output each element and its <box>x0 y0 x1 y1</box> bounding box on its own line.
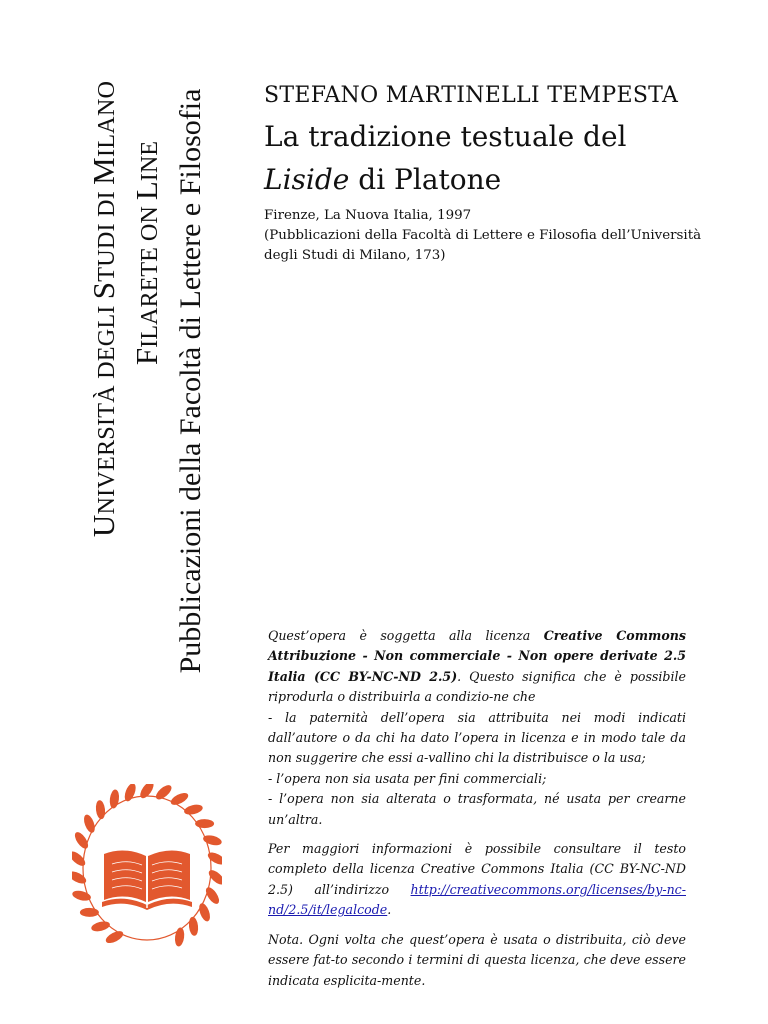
open-book-laurel-wreath-logo <box>72 784 222 950</box>
publications-series-title: Pubblicazioni della Facoltà di Lettere e Filosofia <box>174 88 207 674</box>
laurel-leaf <box>170 791 190 806</box>
license-legalcode-link[interactable]: http://creativecommons.org/licenses/by-nc-nd/2.5/it/legalcode <box>268 881 686 918</box>
pub-line-3: degli Studi di Milano, 173) <box>264 248 446 263</box>
license-item-attribution: - la paternità dell’opera sia attribuita nei modi indicati dall’autore o da chi ha dato l’opera in licenza e in modo tale da non suggerire che essi a-vallino chi la distribuisce o la usa; <box>268 709 686 766</box>
laurel-leaf <box>80 908 98 916</box>
license-item-noncommercial: - l’opera non sia usata per fini commerciali; <box>268 770 547 786</box>
license-item-noderivs: - l’opera non sia alterata o trasformata, né usata per crearne un’altra. <box>268 791 686 827</box>
license-intro: Quest’opera è soggetta alla licenza Creative Commons Attribuzione - Non commerciale - Non opere derivate 2.5 Italia (CC BY-NC-ND 2.5). Questo significa che è possibile riprodurla o distribuirla a condizio-ne che <box>268 628 686 705</box>
laurel-leaf <box>72 870 87 886</box>
license-more-info: Per maggiori informazioni è possibile consultare il testo completo della licenza Creative Commons Italia (CC BY-NC-ND 2.5) all’indirizzo http://creativecommons.org/licenses/by-nc-nd/2.5/it/legalcode. <box>268 841 686 918</box>
book-title-rest: di Platone <box>349 163 502 196</box>
book-title-italic: Liside <box>264 163 350 196</box>
pub-line-2: (Pubblicazioni della Facoltà di Lettere e Filosofia dell’Università <box>264 228 702 243</box>
laurel-leaf <box>91 920 110 932</box>
book-title-line1: La tradizione testuale del <box>264 120 627 153</box>
university-name: UNIVERSITÀ DEGLI STUDI DI MILANO <box>86 80 121 538</box>
laurel-leaf <box>83 814 97 834</box>
laurel-leaf <box>196 820 214 828</box>
author-name: STEFANO MARTINELLI TEMPESTA <box>264 83 679 108</box>
pub-line-1: Firenze, La Nuova Italia, 1997 <box>264 208 472 223</box>
laurel-leaf <box>203 834 222 846</box>
laurel-leaf <box>188 917 198 936</box>
laurel-leaf <box>138 784 155 800</box>
laurel-leaf <box>72 890 91 902</box>
publication-info <box>264 206 702 266</box>
license-notice <box>268 626 686 991</box>
series-name: FILARETE ON LINE <box>129 140 164 366</box>
laurel-leaf <box>184 804 203 816</box>
laurel-leaf <box>105 929 125 944</box>
laurel-leaf <box>207 851 222 867</box>
book-title-line2 <box>264 163 501 196</box>
license-note: Nota. Ogni volta che quest’opera è usata o distribuita, ciò deve essere fat-to secondo i termini di questa licenza, che deve essere indicata esplicita-mente. <box>268 931 686 988</box>
laurel-leaf <box>198 902 212 922</box>
laurel-leaf <box>95 800 105 819</box>
